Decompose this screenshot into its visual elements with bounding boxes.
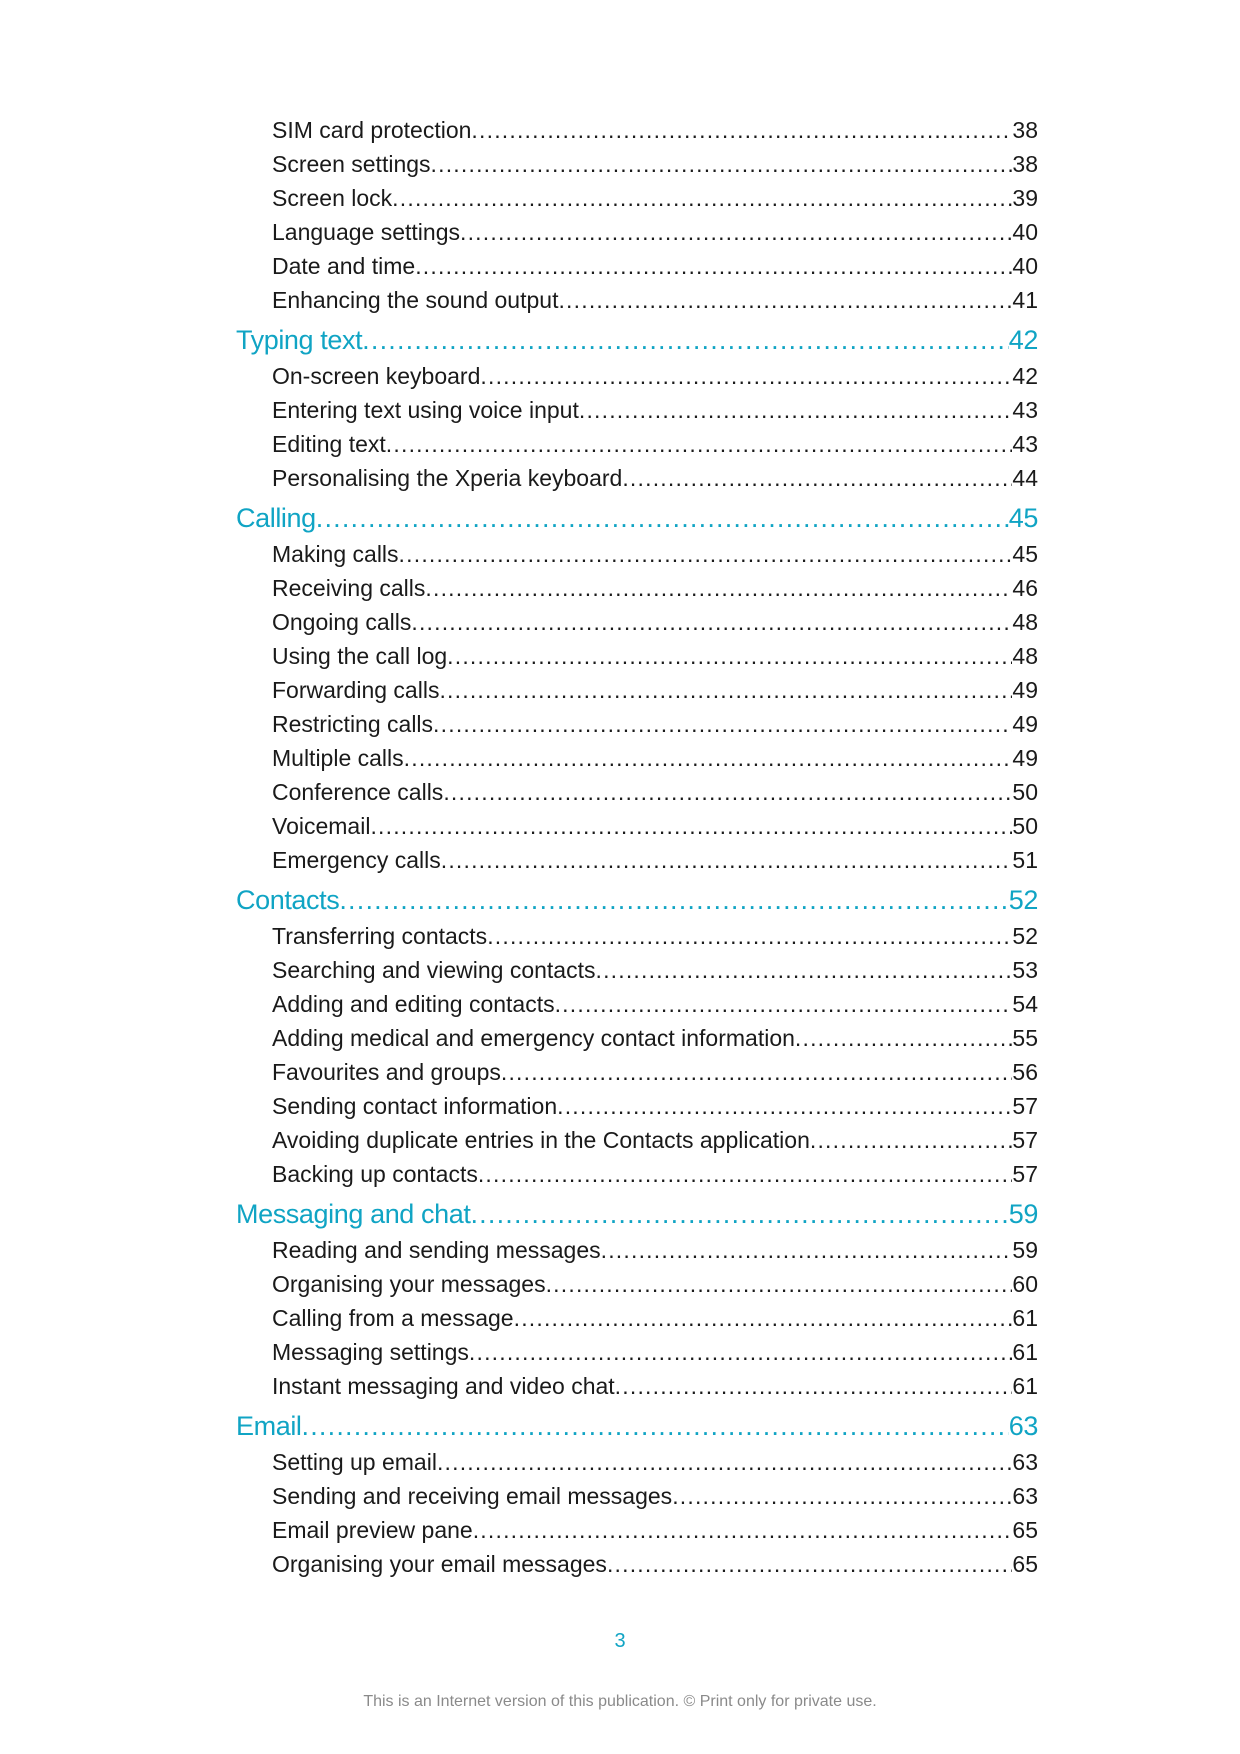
toc-dot-leader [431, 147, 1013, 181]
toc-dot-leader [795, 1021, 1013, 1055]
toc-entry-label: Entering text using voice input [272, 397, 579, 423]
toc-subentry[interactable] [236, 1233, 1038, 1267]
toc-dot-leader [439, 673, 1012, 707]
toc-entry-page: 44 [1012, 465, 1038, 491]
toc-entry-label: Conference calls [272, 779, 444, 805]
toc-entry-page: 65 [1012, 1517, 1038, 1543]
toc-dot-leader [302, 1407, 1009, 1445]
toc-subentry[interactable] [236, 215, 1038, 249]
toc-entry-label: Setting up email [272, 1449, 437, 1475]
toc-section-entry[interactable] [236, 321, 1038, 359]
toc-entry-label: Sending contact information [272, 1093, 558, 1119]
toc-entry-label: Calling [236, 503, 316, 533]
toc-subentry[interactable] [236, 987, 1038, 1021]
toc-entry-page: 52 [1008, 885, 1038, 915]
toc-subentry[interactable] [236, 843, 1038, 877]
toc-subentry[interactable] [236, 809, 1038, 843]
toc-dot-leader [441, 843, 1013, 877]
toc-dot-leader [601, 1233, 1013, 1267]
toc-dot-leader [411, 605, 1012, 639]
toc-dot-leader [370, 809, 1012, 843]
toc-dot-leader [595, 953, 1012, 987]
toc-dot-leader [469, 1335, 1013, 1369]
toc-subentry[interactable] [236, 1021, 1038, 1055]
toc-dot-leader [672, 1479, 1012, 1513]
toc-entry-page: 55 [1012, 1025, 1038, 1051]
toc-entry-label: Calling from a message [272, 1305, 514, 1331]
toc-entry-page: 41 [1012, 287, 1038, 313]
toc-subentry[interactable] [236, 113, 1038, 147]
toc-entry-label: Sending and receiving email messages [272, 1483, 673, 1509]
toc-subentry[interactable] [236, 1547, 1038, 1581]
toc-entry-label: Date and time [272, 253, 416, 279]
toc-subentry[interactable] [236, 639, 1038, 673]
toc-dot-leader [460, 215, 1012, 249]
toc-entry-label: Making calls [272, 541, 399, 567]
toc-subentry[interactable] [236, 1055, 1038, 1089]
toc-dot-leader [607, 1547, 1012, 1581]
toc-entry-page: 61 [1012, 1339, 1038, 1365]
toc-entry-label: Instant messaging and video chat [272, 1373, 615, 1399]
toc-subentry[interactable] [236, 181, 1038, 215]
toc-entry-label: Reading and sending messages [272, 1237, 601, 1263]
toc-subentry[interactable] [236, 359, 1038, 393]
toc-entry-page: 48 [1012, 643, 1038, 669]
toc-dot-leader [558, 283, 1012, 317]
toc-entry-page: 43 [1012, 431, 1038, 457]
toc-entry-label: Transferring contacts [272, 923, 488, 949]
toc-dot-leader [316, 499, 1009, 537]
toc-dot-leader [471, 113, 1012, 147]
toc-dot-leader [473, 1513, 1013, 1547]
toc-entry-page: 57 [1012, 1161, 1038, 1187]
toc-entry-page: 49 [1012, 711, 1038, 737]
toc-subentry[interactable] [236, 1089, 1038, 1123]
toc-entry-page: 46 [1012, 575, 1038, 601]
toc-entry-page: 45 [1012, 541, 1038, 567]
toc-dot-leader [480, 359, 1012, 393]
toc-subentry[interactable] [236, 1335, 1038, 1369]
toc-entry-label: Adding medical and emergency contact information [272, 1025, 795, 1051]
toc-entry-page: 45 [1008, 503, 1038, 533]
toc-entry-page: 56 [1012, 1059, 1038, 1085]
toc-dot-leader [386, 427, 1013, 461]
toc-entry-page: 42 [1008, 325, 1038, 355]
toc-dot-leader [555, 987, 1013, 1021]
toc-entry-page: 61 [1012, 1373, 1038, 1399]
toc-subentry[interactable] [236, 249, 1038, 283]
toc-entry-label: Organising your messages [272, 1271, 546, 1297]
toc-entry-label: Searching and viewing contacts [272, 957, 596, 983]
toc-subentry[interactable] [236, 1445, 1038, 1479]
toc-entry-label: Messaging settings [272, 1339, 469, 1365]
toc-entry-label: Forwarding calls [272, 677, 440, 703]
toc-subentry[interactable] [236, 147, 1038, 181]
toc-entry-label: Restricting calls [272, 711, 434, 737]
toc-entry-label: Typing text [236, 325, 363, 355]
toc-subentry[interactable] [236, 673, 1038, 707]
toc-dot-leader [501, 1055, 1013, 1089]
toc-dot-leader [615, 1369, 1013, 1403]
toc-entry-label: Email preview pane [272, 1517, 473, 1543]
toc-entry-page: 54 [1012, 991, 1038, 1017]
toc-subentry[interactable] [236, 707, 1038, 741]
toc-subentry[interactable] [236, 1369, 1038, 1403]
toc-entry-label: Adding and editing contacts [272, 991, 555, 1017]
toc-dot-leader [392, 181, 1012, 215]
toc-dot-leader [399, 537, 1013, 571]
toc-dot-leader [557, 1089, 1012, 1123]
toc-entry-page: 38 [1012, 151, 1038, 177]
toc-entry-page: 57 [1012, 1127, 1038, 1153]
toc-entry-label: Voicemail [272, 813, 371, 839]
toc-section-entry[interactable] [236, 1195, 1038, 1233]
toc-entry-page: 57 [1012, 1093, 1038, 1119]
toc-dot-leader [622, 461, 1012, 495]
toc-dot-leader [404, 741, 1013, 775]
toc-section-entry[interactable] [236, 499, 1038, 537]
toc-subentry[interactable] [236, 775, 1038, 809]
toc-dot-leader [443, 775, 1012, 809]
footer-notice: This is an Internet version of this publication. © Print only for private use. [363, 1693, 877, 1710]
toc-entry-page: 59 [1012, 1237, 1038, 1263]
toc-entry-page: 38 [1012, 117, 1038, 143]
toc-subentry[interactable] [236, 461, 1038, 495]
toc-entry-label: Organising your email messages [272, 1551, 607, 1577]
toc-entry-label: Backing up contacts [272, 1161, 478, 1187]
toc-entry-page: 52 [1012, 923, 1038, 949]
toc-entry-label: Language settings [272, 219, 460, 245]
toc-entry-page: 50 [1012, 779, 1038, 805]
toc-subentry[interactable] [236, 605, 1038, 639]
toc-entry-page: 63 [1012, 1449, 1038, 1475]
toc-subentry[interactable] [236, 1123, 1038, 1157]
toc-entry-page: 43 [1012, 397, 1038, 423]
toc-dot-leader [514, 1301, 1013, 1335]
toc-dot-leader [362, 321, 1009, 359]
toc-dot-leader [415, 249, 1012, 283]
toc-entry-page: 61 [1012, 1305, 1038, 1331]
toc-entry-page: 63 [1012, 1483, 1038, 1509]
toc-entry-label: Ongoing calls [272, 609, 412, 635]
toc-entry-label: Enhancing the sound output [272, 287, 559, 313]
toc-entry-label: Receiving calls [272, 575, 426, 601]
toc-dot-leader [339, 881, 1008, 919]
toc-dot-leader [579, 393, 1013, 427]
toc-entry-label: Favourites and groups [272, 1059, 501, 1085]
toc-subentry[interactable] [236, 537, 1038, 571]
toc-dot-leader [487, 919, 1012, 953]
toc-subentry[interactable] [236, 1479, 1038, 1513]
toc-entry-label: SIM card protection [272, 117, 472, 143]
toc-entry-page: 59 [1008, 1199, 1038, 1229]
toc-entry-page: 63 [1008, 1411, 1038, 1441]
toc-section-entry[interactable] [236, 881, 1038, 919]
toc-entry-label: Using the call log [272, 643, 448, 669]
toc-dot-leader [433, 707, 1012, 741]
toc-section-entry[interactable] [236, 1407, 1038, 1445]
toc-entry-page: 65 [1012, 1551, 1038, 1577]
toc-subentry[interactable] [236, 283, 1038, 317]
toc-entry-label: Editing text [272, 431, 386, 457]
toc-entry-page: 50 [1012, 813, 1038, 839]
toc-entry-page: 51 [1012, 847, 1038, 873]
toc-entry-label: Avoiding duplicate entries in the Contacts application [272, 1127, 810, 1153]
toc-entry-label: Multiple calls [272, 745, 404, 771]
toc-entry-page: 40 [1012, 253, 1038, 279]
toc-dot-leader [447, 639, 1012, 673]
toc-subentry[interactable] [236, 1513, 1038, 1547]
table-of-contents [236, 113, 1038, 1581]
toc-subentry[interactable] [236, 919, 1038, 953]
toc-dot-leader [425, 571, 1012, 605]
toc-entry-label: Emergency calls [272, 847, 441, 873]
toc-subentry[interactable] [236, 393, 1038, 427]
toc-entry-page: 48 [1012, 609, 1038, 635]
toc-entry-label: Messaging and chat [236, 1199, 471, 1229]
page-number: 3 [614, 1630, 626, 1652]
toc-entry-page: 40 [1012, 219, 1038, 245]
toc-subentry[interactable] [236, 953, 1038, 987]
toc-entry-page: 60 [1012, 1271, 1038, 1297]
toc-dot-leader [437, 1445, 1012, 1479]
toc-subentry[interactable] [236, 571, 1038, 605]
toc-entry-label: Screen settings [272, 151, 431, 177]
toc-entry-page: 39 [1012, 185, 1038, 211]
toc-entry-label: Screen lock [272, 185, 393, 211]
toc-entry-label: Contacts [236, 885, 340, 915]
toc-subentry[interactable] [236, 427, 1038, 461]
toc-entry-page: 53 [1012, 957, 1038, 983]
toc-subentry[interactable] [236, 1301, 1038, 1335]
toc-entry-page: 42 [1012, 363, 1038, 389]
toc-dot-leader [470, 1195, 1008, 1233]
toc-dot-leader [478, 1157, 1013, 1191]
toc-dot-leader [546, 1267, 1013, 1301]
toc-entry-label: Personalising the Xperia keyboard [272, 465, 623, 491]
toc-entry-page: 49 [1012, 677, 1038, 703]
toc-entry-label: On-screen keyboard [272, 363, 481, 389]
toc-subentry[interactable] [236, 741, 1038, 775]
toc-dot-leader [810, 1123, 1013, 1157]
toc-subentry[interactable] [236, 1157, 1038, 1191]
toc-entry-page: 49 [1012, 745, 1038, 771]
toc-subentry[interactable] [236, 1267, 1038, 1301]
toc-entry-label: Email [236, 1411, 302, 1441]
